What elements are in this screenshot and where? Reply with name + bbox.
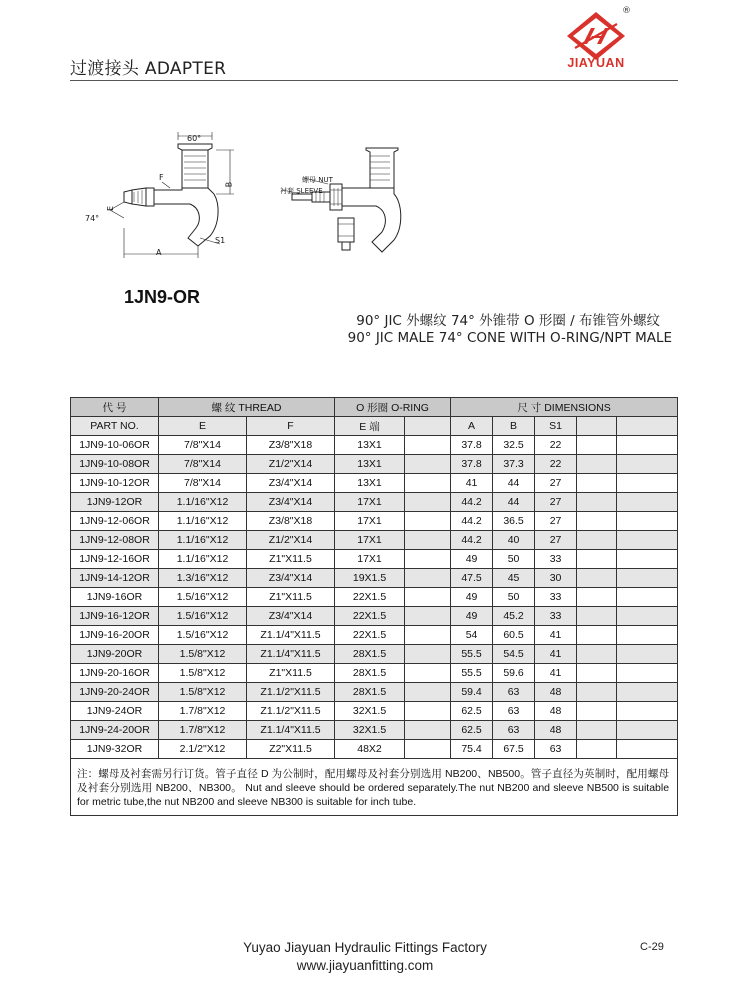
cell-part: 1JN9-10-08OR (71, 455, 159, 474)
cell-blank (577, 702, 617, 721)
table-row (71, 512, 678, 531)
cell-e: 1.7/8"X12 (159, 721, 247, 740)
cell-a: 37.8 (451, 455, 493, 474)
cell-b: 67.5 (493, 740, 535, 759)
cell-oring: 28X1.5 (335, 664, 405, 683)
cell-blank (405, 474, 451, 493)
registered-mark: ® (622, 6, 631, 16)
cell-b: 50 (493, 550, 535, 569)
cell-blank (577, 626, 617, 645)
header-thread: 螺 纹 THREAD (159, 398, 335, 417)
cell-blank (617, 702, 678, 721)
cell-s1: 33 (535, 588, 577, 607)
header-b: B (493, 417, 535, 436)
cell-oring: 17X1 (335, 512, 405, 531)
cell-b: 40 (493, 531, 535, 550)
table-row (71, 740, 678, 759)
cell-s1: 48 (535, 721, 577, 740)
cell-oring: 13X1 (335, 474, 405, 493)
cell-a: 44.2 (451, 512, 493, 531)
cell-b: 59.6 (493, 664, 535, 683)
cell-blank (577, 721, 617, 740)
cell-a: 44.2 (451, 531, 493, 550)
cell-blank (405, 664, 451, 683)
cell-s1: 41 (535, 645, 577, 664)
cell-blank (405, 626, 451, 645)
header-blank-3 (617, 417, 678, 436)
dim-label-b: B (224, 181, 234, 188)
cell-blank (577, 493, 617, 512)
header-f: F (247, 417, 335, 436)
cell-b: 60.5 (493, 626, 535, 645)
cell-e: 1.5/16"X12 (159, 588, 247, 607)
cell-e: 1.1/16"X12 (159, 550, 247, 569)
cell-part: 1JN9-24-20OR (71, 721, 159, 740)
cell-blank (577, 550, 617, 569)
product-desc-en: 90° JIC MALE 74° CONE WITH O-RING/NPT MALE (347, 330, 672, 346)
cell-f: Z3/4"X14 (247, 607, 335, 626)
cell-a: 49 (451, 607, 493, 626)
cell-f: Z3/4"X14 (247, 569, 335, 588)
cell-e: 1.3/16"X12 (159, 569, 247, 588)
table-row (71, 683, 678, 702)
cell-part: 1JN9-20OR (71, 645, 159, 664)
table-row (71, 607, 678, 626)
cell-oring: 32X1.5 (335, 721, 405, 740)
cell-f: Z1.1/4"X11.5 (247, 721, 335, 740)
header-part-no: PART NO. (71, 417, 159, 436)
cell-s1: 27 (535, 512, 577, 531)
cell-f: Z3/8"X18 (247, 512, 335, 531)
cell-blank (617, 512, 678, 531)
cell-f: Z2"X11.5 (247, 740, 335, 759)
cell-b: 63 (493, 683, 535, 702)
cell-a: 47.5 (451, 569, 493, 588)
cell-b: 45 (493, 569, 535, 588)
cell-part: 1JN9-24OR (71, 702, 159, 721)
cell-blank (577, 607, 617, 626)
cell-blank (577, 740, 617, 759)
cell-blank (617, 455, 678, 474)
dim-label-f: F (159, 173, 164, 182)
cell-blank (617, 474, 678, 493)
cell-e: 1.1/16"X12 (159, 531, 247, 550)
table-row (71, 626, 678, 645)
cell-s1: 22 (535, 455, 577, 474)
table-row (71, 531, 678, 550)
cell-part: 1JN9-32OR (71, 740, 159, 759)
cell-part: 1JN9-14-12OR (71, 569, 159, 588)
cell-blank (617, 493, 678, 512)
header-e-end: E 端 (335, 417, 405, 436)
brand-name: JIAYUAN (567, 56, 625, 70)
cell-b: 44 (493, 493, 535, 512)
cell-blank (405, 607, 451, 626)
sleeve-label: 衬套 SLEEVE (280, 187, 323, 195)
table-row (71, 474, 678, 493)
cell-a: 37.8 (451, 436, 493, 455)
cell-part: 1JN9-16OR (71, 588, 159, 607)
cell-e: 1.1/16"X12 (159, 512, 247, 531)
product-desc-cn: 90° JIC 外螺纹 74° 外锥带 O 形圈 / 布锥管外螺纹 (356, 313, 660, 329)
cell-s1: 48 (535, 683, 577, 702)
cell-s1: 63 (535, 740, 577, 759)
cell-b: 44 (493, 474, 535, 493)
table-row (71, 569, 678, 588)
cell-a: 75.4 (451, 740, 493, 759)
cell-a: 62.5 (451, 721, 493, 740)
cell-a: 49 (451, 588, 493, 607)
cell-part: 1JN9-20-16OR (71, 664, 159, 683)
cell-part: 1JN9-16-20OR (71, 626, 159, 645)
cell-part: 1JN9-12-08OR (71, 531, 159, 550)
header-part-cn: 代 号 (71, 398, 159, 417)
cell-blank (577, 455, 617, 474)
cell-blank (617, 740, 678, 759)
cell-e: 1.7/8"X12 (159, 702, 247, 721)
cell-a: 49 (451, 550, 493, 569)
cell-blank (577, 474, 617, 493)
cell-b: 37.3 (493, 455, 535, 474)
table-body (71, 436, 678, 759)
table-row (71, 436, 678, 455)
cell-a: 41 (451, 474, 493, 493)
cell-s1: 27 (535, 474, 577, 493)
table-sub-header-row (71, 417, 678, 436)
header-e: E (159, 417, 247, 436)
cell-blank (617, 588, 678, 607)
table-row (71, 721, 678, 740)
cell-part: 1JN9-12-06OR (71, 512, 159, 531)
dim-label-s1: S1 (215, 236, 226, 245)
cell-blank (617, 664, 678, 683)
cell-blank (405, 531, 451, 550)
cell-blank (405, 455, 451, 474)
cell-s1: 41 (535, 626, 577, 645)
cell-a: 44.2 (451, 493, 493, 512)
cell-s1: 22 (535, 436, 577, 455)
cell-s1: 33 (535, 550, 577, 569)
cell-e: 7/8"X14 (159, 455, 247, 474)
page-number: C-29 (640, 941, 664, 953)
header-s1: S1 (535, 417, 577, 436)
cell-blank (405, 436, 451, 455)
cell-f: Z1.1/4"X11.5 (247, 645, 335, 664)
cell-f: Z3/8"X18 (247, 436, 335, 455)
table-group-header-row (71, 398, 678, 417)
note-row (71, 759, 678, 816)
cell-s1: 33 (535, 607, 577, 626)
cell-e: 1.1/16"X12 (159, 493, 247, 512)
cell-blank (617, 436, 678, 455)
cell-s1: 27 (535, 493, 577, 512)
cell-s1: 48 (535, 702, 577, 721)
table-row (71, 702, 678, 721)
cell-f: Z1.1/4"X11.5 (247, 626, 335, 645)
footer-website: www.jiayuanfitting.com (296, 958, 434, 973)
cell-a: 62.5 (451, 702, 493, 721)
cell-blank (577, 645, 617, 664)
cell-oring: 22X1.5 (335, 626, 405, 645)
cell-blank (405, 740, 451, 759)
cell-blank (577, 588, 617, 607)
cell-blank (617, 626, 678, 645)
header-blank-2 (577, 417, 617, 436)
header-divider (70, 80, 678, 81)
cell-oring: 28X1.5 (335, 645, 405, 664)
cell-part: 1JN9-12-16OR (71, 550, 159, 569)
cell-e: 1.5/8"X12 (159, 645, 247, 664)
cell-oring: 28X1.5 (335, 683, 405, 702)
cell-blank (577, 531, 617, 550)
table-row (71, 493, 678, 512)
cell-blank (617, 569, 678, 588)
cell-oring: 17X1 (335, 531, 405, 550)
cell-blank (405, 721, 451, 740)
cell-f: Z1.1/2"X11.5 (247, 702, 335, 721)
cell-b: 63 (493, 721, 535, 740)
cell-oring: 32X1.5 (335, 702, 405, 721)
cell-a: 55.5 (451, 645, 493, 664)
cell-b: 45.2 (493, 607, 535, 626)
cell-part: 1JN9-20-24OR (71, 683, 159, 702)
cell-b: 36.5 (493, 512, 535, 531)
cell-oring: 17X1 (335, 550, 405, 569)
dim-label-e: E (106, 205, 116, 212)
cell-oring: 13X1 (335, 455, 405, 474)
table-note: 注：螺母及衬套需另行订货。管子直径 D 为公制时，配用螺母及衬套分别选用 NB200、NB500。管子直径为英制时，配用螺母及衬套分别选用 NB200、NB300。 Nut and sleeve should be ordered separately.The nut NB200 and sleeve NB500 is suitable for metric tube,the nut NB200 and sleeve NB300 is suitable for inch tube. (71, 759, 678, 816)
cell-blank (405, 588, 451, 607)
cell-f: Z1/2"X14 (247, 531, 335, 550)
cell-e: 7/8"X14 (159, 474, 247, 493)
cell-f: Z1"X11.5 (247, 588, 335, 607)
header-dimensions: 尺 寸 DIMENSIONS (451, 398, 678, 417)
cell-s1: 30 (535, 569, 577, 588)
header-oring: O 形圈 O-RING (335, 398, 451, 417)
header-a: A (451, 417, 493, 436)
nut-label: 螺母 NUT (302, 176, 333, 184)
cell-a: 59.4 (451, 683, 493, 702)
cell-blank (577, 683, 617, 702)
page-title: 过渡接头 ADAPTER (70, 59, 227, 79)
cell-blank (577, 436, 617, 455)
cell-blank (405, 683, 451, 702)
cell-blank (617, 683, 678, 702)
cell-oring: 48X2 (335, 740, 405, 759)
cell-f: Z1/2"X14 (247, 455, 335, 474)
cell-oring: 22X1.5 (335, 588, 405, 607)
table-row (71, 645, 678, 664)
dim-angle-left: 74° (85, 214, 100, 223)
cell-blank (617, 607, 678, 626)
cell-part: 1JN9-12OR (71, 493, 159, 512)
cell-blank (577, 512, 617, 531)
cell-oring: 13X1 (335, 436, 405, 455)
cell-f: Z3/4"X14 (247, 493, 335, 512)
cell-e: 2.1/2"X12 (159, 740, 247, 759)
cell-blank (405, 569, 451, 588)
cell-s1: 41 (535, 664, 577, 683)
cell-blank (617, 721, 678, 740)
cell-blank (405, 702, 451, 721)
cell-b: 32.5 (493, 436, 535, 455)
cell-a: 54 (451, 626, 493, 645)
footer-company: Yuyao Jiayuan Hydraulic Fittings Factory (243, 940, 487, 955)
cell-s1: 27 (535, 531, 577, 550)
cell-oring: 22X1.5 (335, 607, 405, 626)
cell-e: 7/8"X14 (159, 436, 247, 455)
cell-e: 1.5/8"X12 (159, 683, 247, 702)
cell-e: 1.5/16"X12 (159, 626, 247, 645)
cell-blank (617, 550, 678, 569)
table-row (71, 588, 678, 607)
spec-table (70, 397, 678, 816)
cell-blank (577, 664, 617, 683)
cell-blank (405, 493, 451, 512)
cell-part: 1JN9-16-12OR (71, 607, 159, 626)
cell-f: Z1"X11.5 (247, 550, 335, 569)
cell-f: Z1.1/2"X11.5 (247, 683, 335, 702)
cell-f: Z1"X11.5 (247, 664, 335, 683)
product-code: 1JN9-OR (124, 287, 201, 307)
cell-blank (577, 569, 617, 588)
cell-part: 1JN9-10-12OR (71, 474, 159, 493)
table-row (71, 664, 678, 683)
cell-a: 55.5 (451, 664, 493, 683)
cell-f: Z3/4"X14 (247, 474, 335, 493)
cell-b: 63 (493, 702, 535, 721)
cell-part: 1JN9-10-06OR (71, 436, 159, 455)
cell-blank (405, 512, 451, 531)
assembly-with-nut-sleeve-drawing (272, 140, 402, 265)
dim-label-a: A (156, 248, 162, 257)
header-blank-1 (405, 417, 451, 436)
cell-b: 50 (493, 588, 535, 607)
cell-blank (617, 531, 678, 550)
dim-angle-top: 60° (187, 134, 202, 143)
cell-blank (405, 645, 451, 664)
table-row (71, 550, 678, 569)
cell-oring: 19X1.5 (335, 569, 405, 588)
cell-b: 54.5 (493, 645, 535, 664)
cell-blank (405, 550, 451, 569)
cell-oring: 17X1 (335, 493, 405, 512)
cell-e: 1.5/8"X12 (159, 664, 247, 683)
cell-blank (617, 645, 678, 664)
cell-e: 1.5/16"X12 (159, 607, 247, 626)
table-row (71, 455, 678, 474)
